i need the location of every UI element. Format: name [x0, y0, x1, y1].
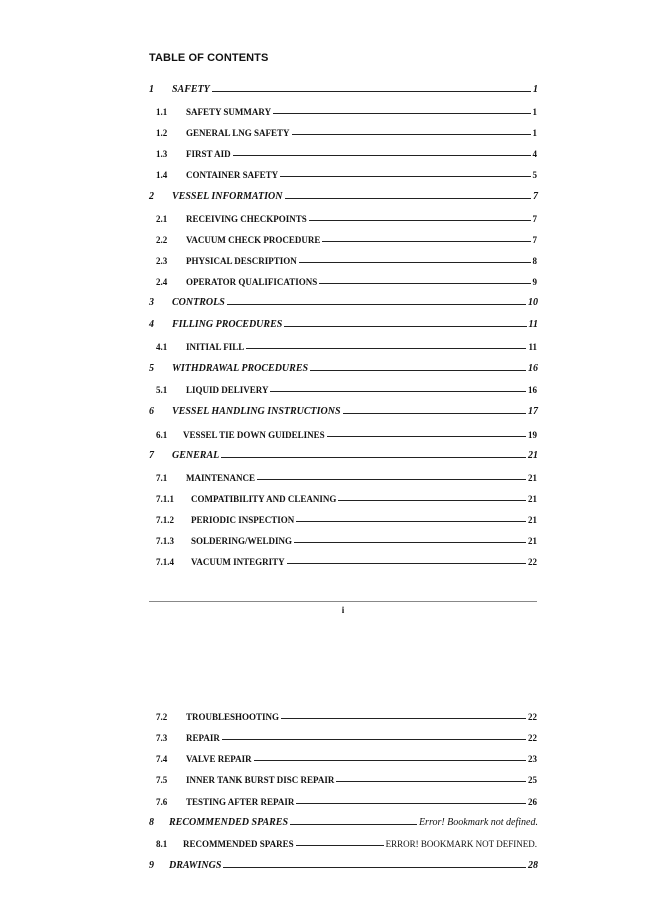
dot-leader	[221, 456, 526, 458]
toc-entry-4[interactable]	[149, 314, 538, 330]
toc-number: 2.3	[156, 256, 168, 266]
dot-leader	[287, 562, 526, 564]
toc-number: 7.5	[156, 775, 168, 785]
dot-leader	[343, 412, 526, 414]
toc-page-number: 22	[528, 712, 537, 722]
toc-number: 7.1.4	[156, 557, 174, 567]
toc-title: TESTING AFTER REPAIR	[186, 797, 295, 807]
toc-entry-2-3[interactable]	[156, 250, 537, 266]
dot-leader	[336, 780, 526, 782]
page-title: TABLE OF CONTENTS	[149, 52, 269, 64]
toc-entry-1[interactable]	[149, 79, 538, 95]
toc-page-number: 7	[532, 235, 537, 245]
toc-title: TROUBLESHOOTING	[186, 712, 280, 722]
dot-leader	[285, 197, 532, 199]
toc-number: 7.1.1	[156, 494, 174, 504]
dot-leader	[281, 717, 526, 719]
toc-page-number: 4	[532, 149, 537, 159]
dot-leader	[292, 133, 531, 135]
toc-number: 7.6	[156, 797, 168, 807]
toc-page-error: Error! Bookmark not defined.	[418, 817, 538, 828]
toc-number: 7.1.2	[156, 515, 174, 525]
toc-title: GENERAL LNG SAFETY	[186, 128, 290, 138]
toc-page-number: 26	[528, 797, 537, 807]
toc-title: CONTAINER SAFETY	[186, 170, 279, 180]
page-number: i	[341, 605, 345, 615]
toc-number: 1	[149, 84, 154, 95]
toc-entry-4-1[interactable]	[156, 336, 537, 352]
toc-title: FILLING PROCEDURES	[172, 319, 283, 330]
toc-page-number: 1	[533, 84, 538, 95]
toc-title: VESSEL INFORMATION	[172, 191, 283, 202]
toc-title: PERIODIC INSPECTION	[191, 515, 295, 525]
toc-page-number: 5	[532, 170, 537, 180]
toc-number: 8.1	[156, 839, 168, 849]
toc-entry-2-4[interactable]	[156, 271, 537, 287]
dot-leader	[322, 240, 530, 242]
toc-entry-7-5[interactable]	[156, 769, 537, 785]
toc-entry-5[interactable]	[149, 358, 538, 374]
toc-entry-7-1-4[interactable]	[156, 551, 537, 567]
toc-page-number: 21	[528, 515, 537, 525]
toc-entry-7[interactable]	[149, 445, 538, 461]
toc-page-number: 22	[528, 733, 537, 743]
toc-title: INNER TANK BURST DISC REPAIR	[186, 775, 335, 785]
toc-number: 1.2	[156, 128, 168, 138]
toc-entry-2[interactable]	[149, 186, 538, 202]
toc-entry-2-2[interactable]	[156, 229, 537, 245]
toc-entry-7-1-2[interactable]	[156, 509, 537, 525]
toc-title: RECOMMENDED SPARES	[183, 839, 294, 849]
toc-page-number: 22	[528, 557, 537, 567]
toc-title: FIRST AID	[186, 149, 231, 159]
toc-title: SAFETY SUMMARY	[186, 107, 272, 117]
toc-title: INITIAL FILL	[186, 342, 245, 352]
toc-number: 8	[149, 817, 154, 828]
toc-entry-8[interactable]	[149, 812, 538, 828]
dot-leader	[227, 303, 526, 305]
dot-leader	[270, 390, 526, 392]
toc-number: 2.4	[156, 277, 168, 287]
toc-number: 7.2	[156, 712, 168, 722]
toc-page-number: 19	[528, 430, 537, 440]
dot-leader	[296, 520, 526, 522]
toc-entry-1-2[interactable]	[156, 122, 537, 138]
dot-leader	[319, 282, 530, 284]
toc-number: 2.2	[156, 235, 168, 245]
toc-title: SAFETY	[172, 84, 210, 95]
toc-number: 9	[149, 860, 154, 871]
dot-leader	[284, 325, 526, 327]
toc-title: LIQUID DELIVERY	[186, 385, 269, 395]
toc-page-number: 11	[528, 319, 538, 330]
toc-number: 1.4	[156, 170, 168, 180]
toc-number: 7.1	[156, 473, 168, 483]
toc-title: CONTROLS	[172, 297, 225, 308]
toc-number: 4	[149, 319, 154, 330]
toc-entry-7-2[interactable]	[156, 706, 537, 722]
dot-leader	[294, 541, 526, 543]
dot-leader	[257, 478, 526, 480]
toc-entry-7-1[interactable]	[156, 467, 537, 483]
toc-number: 7	[149, 450, 154, 461]
toc-title: WITHDRAWAL PROCEDURES	[172, 363, 309, 374]
toc-number: 3	[149, 297, 154, 308]
dot-leader	[296, 802, 526, 804]
toc-number: 7.1.3	[156, 536, 174, 546]
dot-leader	[223, 866, 526, 868]
toc-entry-2-1[interactable]	[156, 208, 537, 224]
toc-page-number: 21	[528, 450, 538, 461]
dot-leader	[222, 738, 526, 740]
toc-entry-7-4[interactable]	[156, 748, 537, 764]
toc-title: REPAIR	[186, 733, 220, 743]
toc-page-number: 1	[532, 107, 537, 117]
toc-entry-1-3[interactable]	[156, 143, 537, 159]
toc-title: PHYSICAL DESCRIPTION	[186, 256, 297, 266]
toc-number: 7.3	[156, 733, 168, 743]
toc-page-number: 10	[528, 297, 538, 308]
toc-entry-7-1-1[interactable]	[156, 488, 537, 504]
toc-number: 6	[149, 406, 154, 417]
toc-title: VACUUM INTEGRITY	[191, 557, 285, 567]
dot-leader	[254, 759, 526, 761]
toc-entry-1-1[interactable]	[156, 101, 537, 117]
toc-page-number: 17	[528, 406, 538, 417]
toc-page-number: 21	[528, 536, 537, 546]
toc-page-number: 25	[528, 775, 537, 785]
toc-page-number: 23	[528, 754, 537, 764]
toc-entry-8-1[interactable]	[156, 833, 537, 849]
toc-entry-5-1[interactable]	[156, 379, 537, 395]
toc-page-number: 21	[528, 473, 537, 483]
toc-entry-7-3[interactable]	[156, 727, 537, 743]
toc-title: OPERATOR QUALIFICATIONS	[186, 277, 318, 287]
toc-title: SOLDERING/WELDING	[191, 536, 293, 546]
toc-entry-9[interactable]	[149, 855, 538, 871]
dot-leader	[290, 823, 417, 825]
toc-page-error: ERROR! BOOKMARK NOT DEFINED.	[385, 839, 537, 849]
toc-page-number: 8	[532, 256, 537, 266]
dot-leader	[338, 499, 526, 501]
toc-title: VESSEL HANDLING INSTRUCTIONS	[172, 406, 341, 417]
toc-page-number: 21	[528, 494, 537, 504]
toc-title: VESSEL TIE DOWN GUIDELINES	[183, 430, 325, 440]
toc-page-number: 7	[532, 214, 537, 224]
toc-number: 4.1	[156, 342, 168, 352]
dot-leader	[212, 90, 531, 92]
toc-entry-6-1[interactable]	[156, 424, 537, 440]
dot-leader	[296, 844, 384, 846]
dot-leader	[280, 175, 530, 177]
footer-divider	[149, 601, 537, 602]
toc-title: DRAWINGS	[169, 860, 222, 871]
dot-leader	[310, 369, 526, 371]
toc-page-number: 7	[533, 191, 538, 202]
toc-number: 2	[149, 191, 154, 202]
toc-entry-7-1-3[interactable]	[156, 530, 537, 546]
dot-leader	[273, 112, 530, 114]
toc-number: 1.1	[156, 107, 168, 117]
dot-leader	[233, 154, 531, 156]
toc-entry-1-4[interactable]	[156, 164, 537, 180]
toc-number: 7.4	[156, 754, 168, 764]
toc-page-number: 16	[528, 363, 538, 374]
toc-number: 5	[149, 363, 154, 374]
toc-title: VACUUM CHECK PROCEDURE	[186, 235, 321, 245]
dot-leader	[327, 435, 526, 437]
toc-number: 5.1	[156, 385, 168, 395]
toc-page-number: 1	[532, 128, 537, 138]
toc-title: RECOMMENDED SPARES	[169, 817, 289, 828]
toc-page-number: 16	[528, 385, 537, 395]
toc-entry-3[interactable]	[149, 292, 538, 308]
toc-page-number: 28	[528, 860, 538, 871]
dot-leader	[246, 347, 526, 349]
toc-entry-7-6[interactable]	[156, 791, 537, 807]
toc-title: COMPATIBILITY AND CLEANING	[191, 494, 337, 504]
toc-number: 6.1	[156, 430, 168, 440]
toc-number: 1.3	[156, 149, 168, 159]
toc-page-number: 9	[532, 277, 537, 287]
toc-title: VALVE REPAIR	[186, 754, 252, 764]
toc-page-number: 11	[528, 342, 537, 352]
dot-leader	[299, 261, 531, 263]
dot-leader	[309, 219, 531, 221]
toc-number: 2.1	[156, 214, 168, 224]
toc-entry-6[interactable]	[149, 401, 538, 417]
toc-title: RECEIVING CHECKPOINTS	[186, 214, 307, 224]
toc-title: GENERAL	[172, 450, 220, 461]
toc-title: MAINTENANCE	[186, 473, 256, 483]
